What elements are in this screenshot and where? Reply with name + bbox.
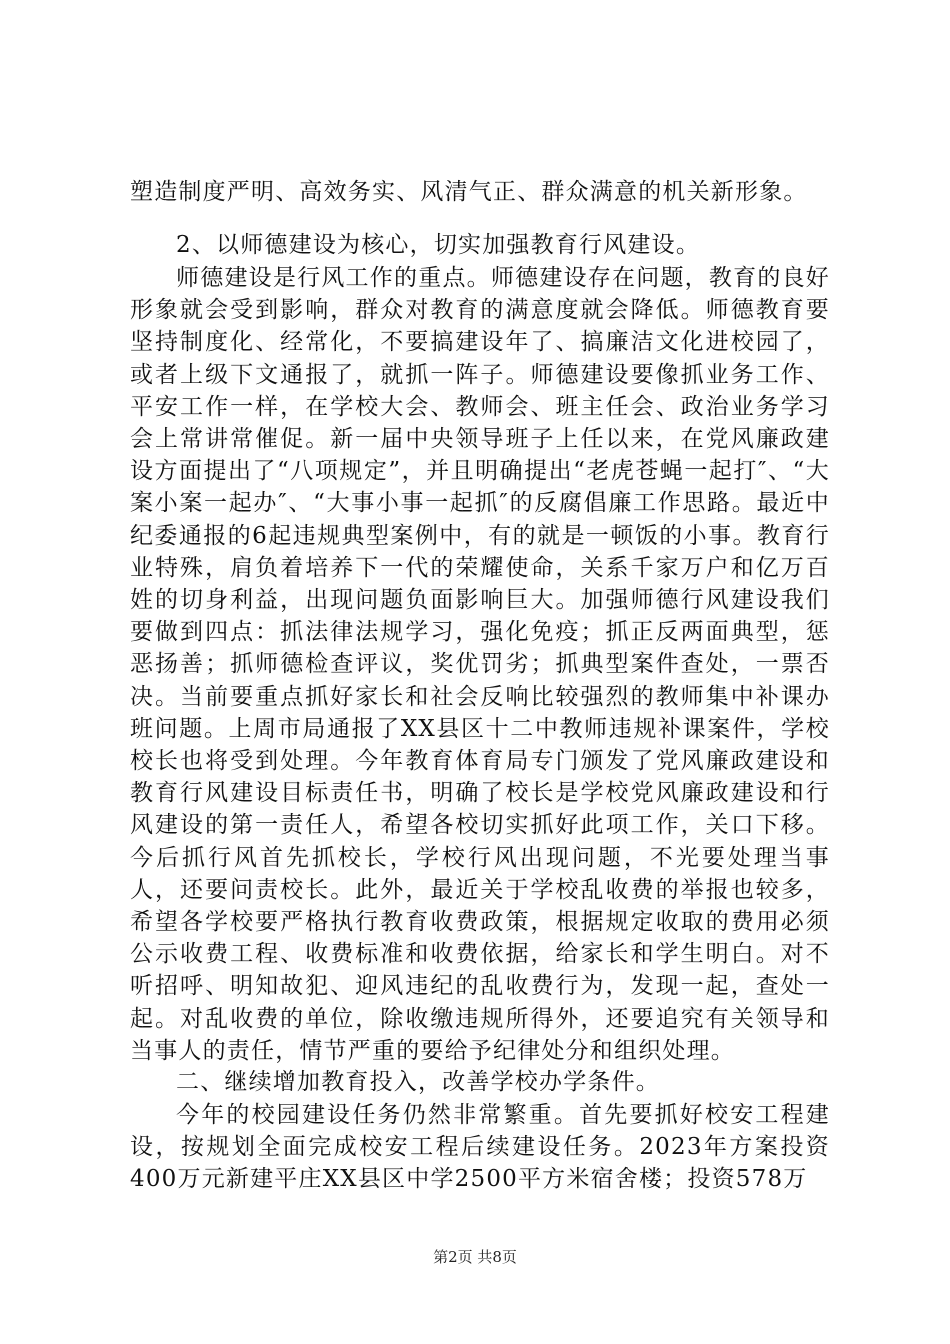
section-1-paragraph: 师德建设是行风工作的重点。师德建设存在问题，教育的良好形象就会受到影响，群众对教育的满意度就会降低。师德教育要坚持制度化、经常化，不要搞建设年了、搞廉洁文化进校园了，或者上级下文通报了，就抓一阵子。师德建设要像抓业务工作、平安工作一样，在学校大会、教师会、班主任会、政治业务学习会上常讲常催促。新一届中央领导班子上任以来，在党风廉政建设方面提出了“八项规定”，并且明确提出“老虎苍蝇一起打″、“大案小案一起办″、“大事小事一起抓″的反腐倡廉工作思路。最近中纪委通报的6起违规典型案例中，有的就是一顿饭的小事。教育行业特殊，肩负着培养下一代的荣耀使命，关系千家万户和亿万百姓的切身利益，出现问题负面影响巨大。加强师德行风建设我们要做到四点：抓法律法规学习，强化免疫；抓正反两面典型，惩恶扬善；抓师德检查评议，奖优罚劣；抓典型案件查处，一票否决。当前要重点抓好家长和社会反响比较强烈的教师集中补课办班问题。上周市局通报了XX县区十二中教师违规补课案件，学校校长也将受到处理。今年教育体育局专门颁发了党风廉政建设和教育行风建设目标责任书，明确了校长是学校党风廉政建设和行风建设的第一责任人，希望各校切实抓好此项工作，关口下移。今后抓行风首先抓校长，学校行风出现问题，不光要处理当事人，还要问责校长。此外，最近关于学校乱收费的举报也较多，希望各学校要严格执行教育收费政策，根据规定收取的费用必须公示收费工程、收费标准和收费依据，给家长和学生明白。对不听招呼、明知故犯、迎风违纪的乱收费行为，发现一起，查处一起。对乱收费的单位，除收缴违规所得外，还要追究有关领导和当事人的责任，情节严重的要给予纪律处分和组织处理。 [130, 265, 830, 1064]
section-2-paragraph: 今年的校园建设任务仍然非常繁重。首先要抓好校安工程建设，按规划全面完成校安工程后续建设任务。2023年方案投资400万元新建平庄XX县区中学2500平方米宿舍楼；投资578万 [130, 1102, 830, 1193]
intro-line: 塑造制度严明、高效务实、风清气正、群众满意的机关新形象。 [130, 179, 808, 205]
page-footer: 第2页 共8页 [433, 1248, 517, 1266]
section-1-heading: 2、以师德建设为核心，切实加强教育行风建设。 [176, 232, 701, 258]
section-2-heading: 二、继续增加教育投入，改善学校办学条件。 [176, 1069, 660, 1095]
